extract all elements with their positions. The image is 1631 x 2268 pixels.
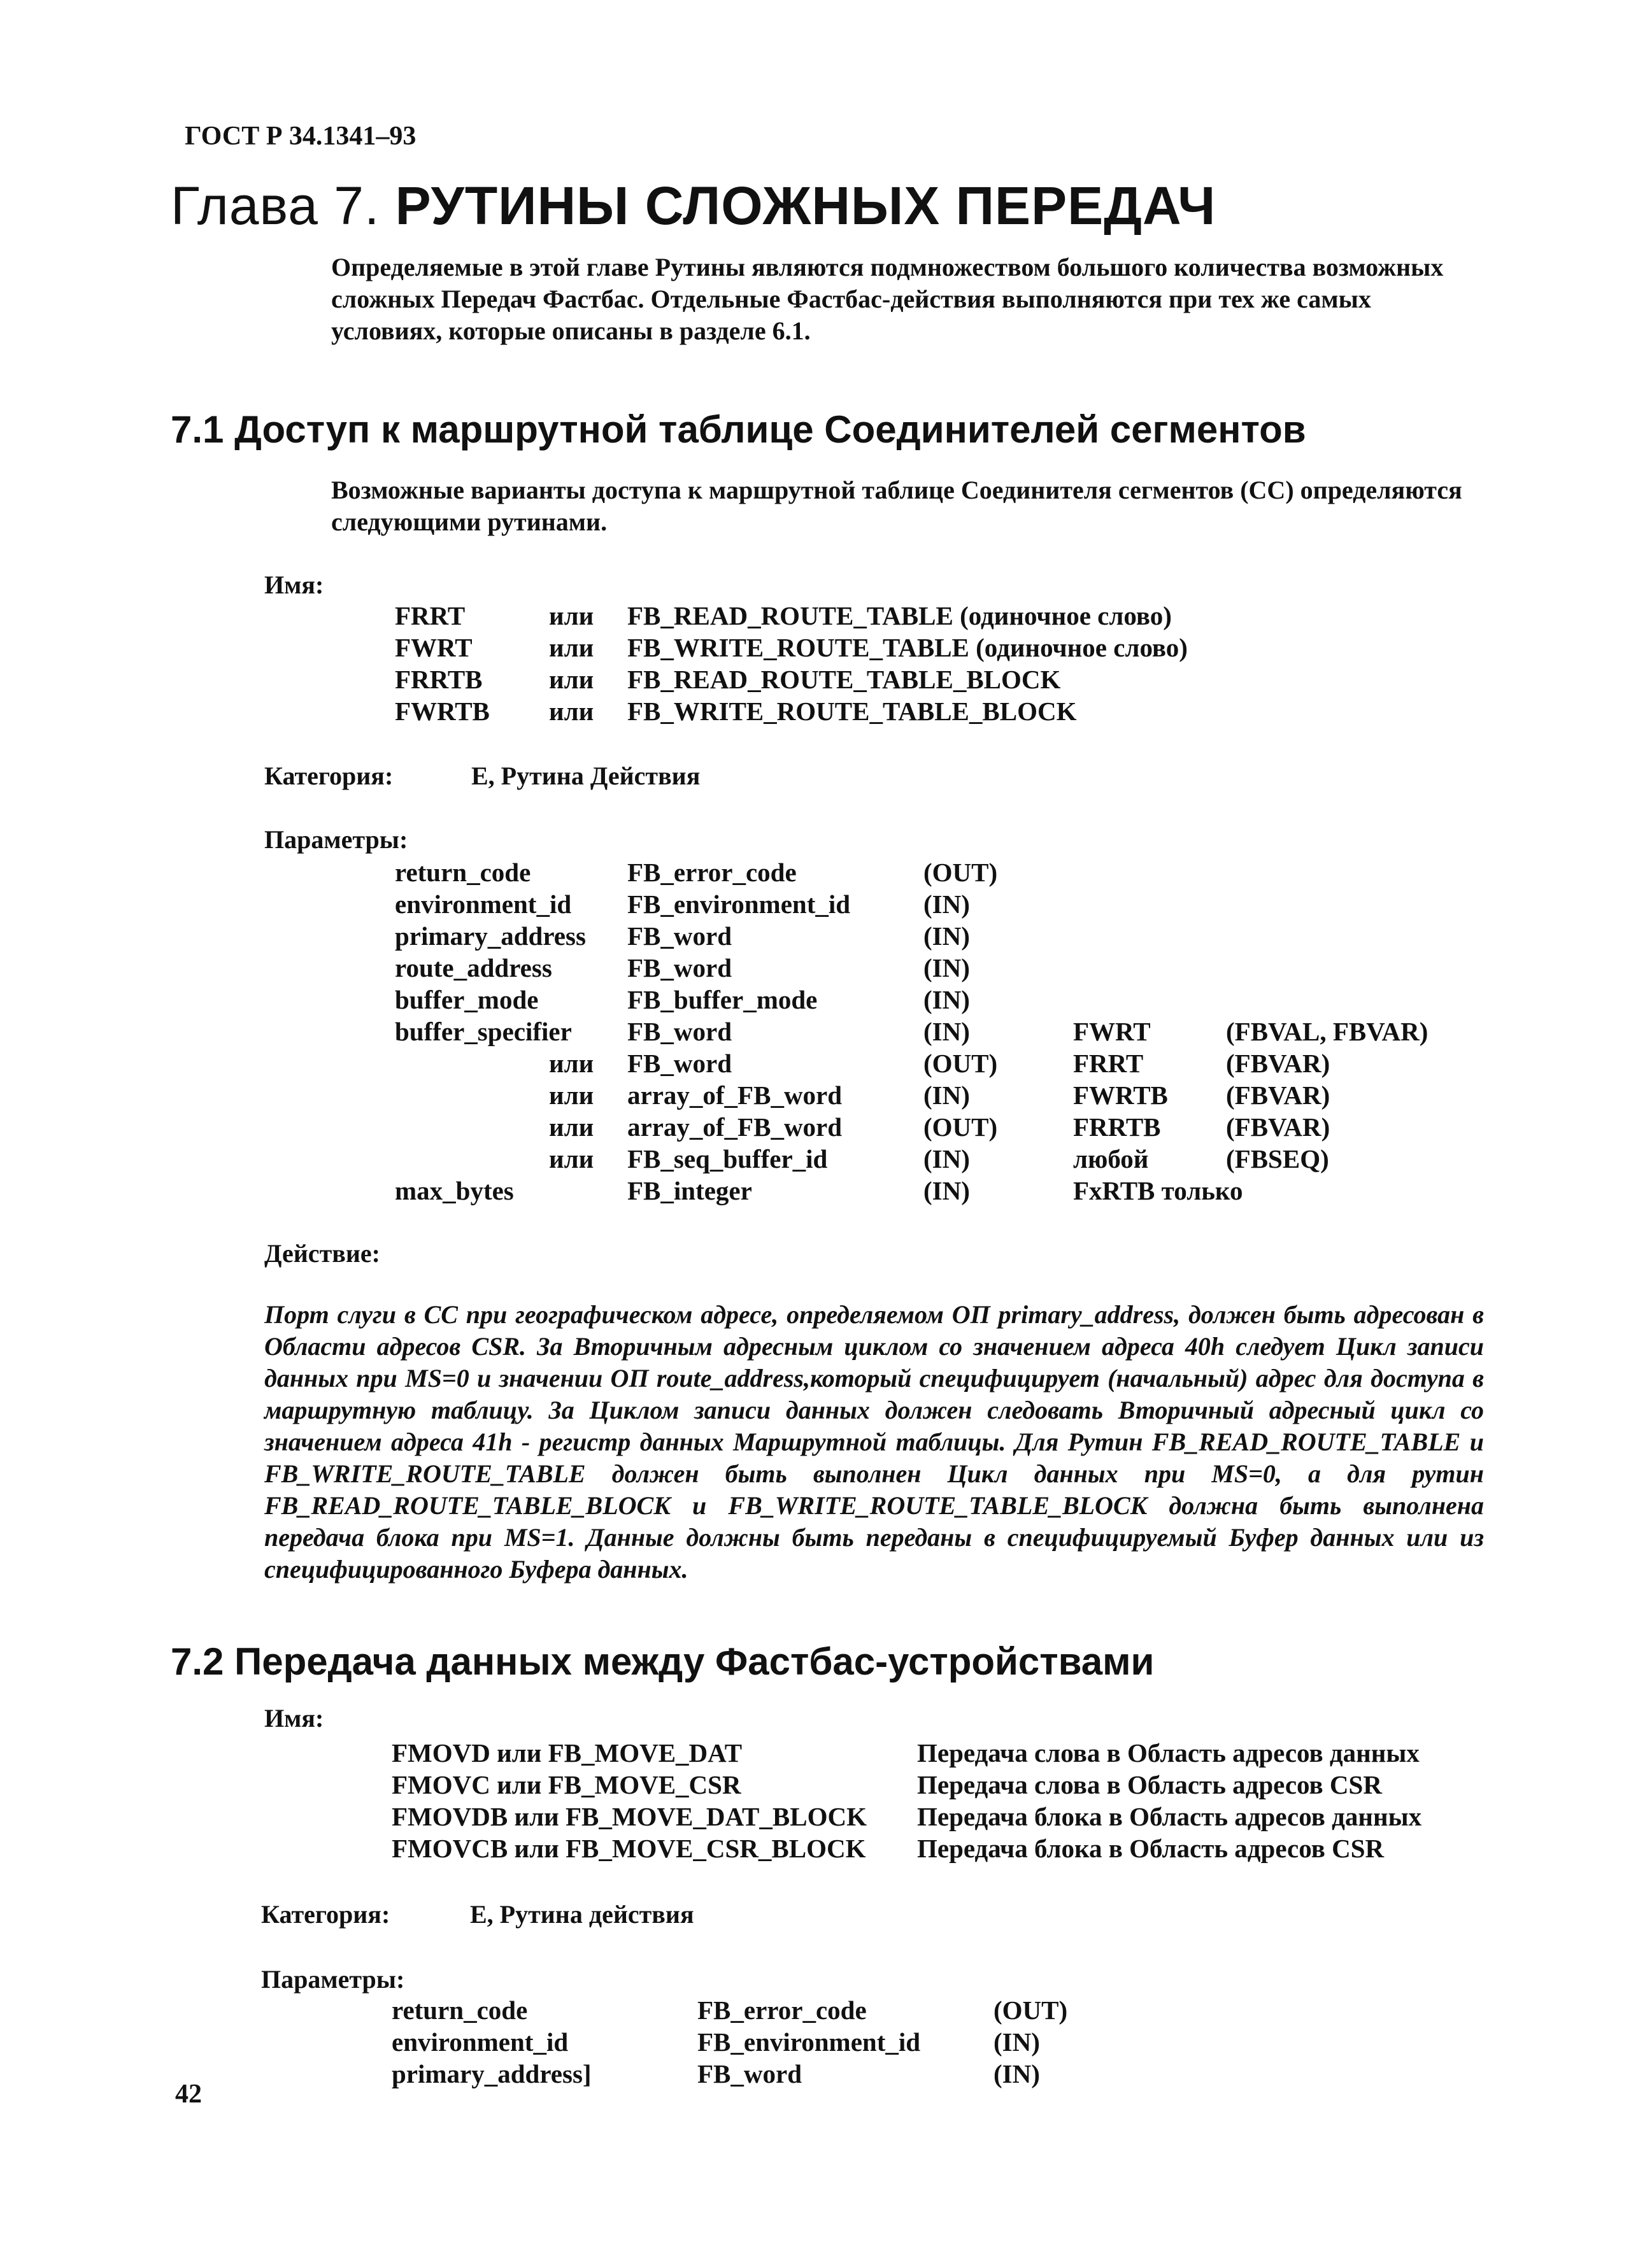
param-type: FB_word [697,2059,802,2088]
param-routine: FRRTB [1073,1112,1161,1142]
move-routine-desc: Передача слова в Область адресов CSR [917,1770,1382,1799]
param-dir: (OUT) [923,1112,998,1142]
param-row [0,1016,1631,1047]
move-routine-name: FMOVDB или FB_MOVE_DAT_BLOCK [392,1802,867,1831]
param-name: environment_id [395,889,572,919]
param-type: FB_error_code [697,1995,867,2025]
param-routine: FRRT [1073,1049,1144,1078]
param-dir: (OUT) [994,1995,1068,2025]
params-label-7-2: Параметры: [261,1965,405,1994]
move-routine-row [0,1769,1631,1801]
param-type: FB_error_code [627,858,797,887]
or-word: или [549,633,594,662]
param-row [0,1079,1631,1111]
param-dir: (IN) [923,1017,970,1046]
param-type: FB_word [627,953,732,982]
param-routine: FxRTB только [1073,1176,1243,1205]
param-type: FB_environment_id [627,889,851,919]
param-dir: (IN) [923,921,970,951]
routine-full: FB_WRITE_ROUTE_TABLE_BLOCK [627,697,1077,726]
param-name: primary_address] [392,2059,592,2088]
chapter-intro: Определяемые в этой главе Рутины являются подмножеством большого количества возможных сложных Передач Фастбас. Отдельные Фастбас-действия выполняются при тех же самых условиях, которые описаны в разделе 6.1. [331,253,1444,345]
chapter-heading [171,175,1216,237]
param-dir: (IN) [923,1144,970,1173]
routine-name-row [0,632,1631,663]
chapter-title: РУТИНЫ СЛОЖНЫХ ПЕРЕДАЧ [395,176,1216,236]
param-type: array_of_FB_word [627,1081,843,1110]
or-word: или [549,1112,594,1142]
param-type: FB_word [627,921,732,951]
param-row [0,2026,1631,2058]
section-7-1-intro: Возможные варианты доступа к маршрутной таблице Соединителя сегментов (СС) определяются следующими рутинами. [331,476,1462,536]
param-row [0,952,1631,984]
param-name: primary_address [395,921,586,951]
move-routine-row [0,1832,1631,1864]
or-word: или [549,1144,594,1173]
param-mode: (FBVAR) [1226,1049,1330,1078]
param-row [0,1111,1631,1143]
param-row [0,888,1631,920]
param-name: route_address [395,953,552,982]
param-dir: (OUT) [923,858,998,887]
param-dir: (IN) [923,889,970,919]
param-row [0,984,1631,1016]
param-dir: (IN) [923,1176,970,1205]
name-label-7-2: Имя: [264,1704,324,1733]
or-word: или [549,665,594,694]
move-routine-name: FMOVD или FB_MOVE_DAT [392,1738,743,1768]
param-type: array_of_FB_word [627,1112,843,1142]
routine-name-row [0,695,1631,727]
name-label: Имя: [264,571,324,599]
param-row [0,1047,1631,1079]
category-label-7-2: Категория: [261,1900,390,1929]
param-routine: FWRTB [1073,1081,1168,1110]
param-name: buffer_mode [395,985,539,1014]
routine-full: FB_READ_ROUTE_TABLE_BLOCK [627,665,1061,694]
param-row [0,2058,1631,2090]
routine-full: FB_READ_ROUTE_TABLE (одиночное слово) [627,601,1172,630]
or-word: или [549,697,594,726]
param-mode: (FBVAL, FBVAR) [1226,1017,1428,1046]
param-mode: (FBVAR) [1226,1081,1330,1110]
param-name: return_code [392,1995,528,2025]
param-type: FB_word [627,1017,732,1046]
param-type: FB_environment_id [697,2027,921,2057]
or-word: или [549,1081,594,1110]
param-name: buffer_specifier [395,1017,572,1046]
category-value-7-2: Е, Рутина действия [470,1900,694,1929]
param-name: environment_id [392,2027,569,2057]
param-type: FB_seq_buffer_id [627,1144,828,1173]
action-text: Порт слуги в СС при географическом адресе, определяемом ОП primary_address, должен быть адресован в Области адресов CSR. За Вторичным адресным циклом со значением адреса 40h следует Цикл записи данных при MS=0 и значении ОП route_address,который специфицирует (начальный) адрес для доступа в маршрутную таблицу. За Циклом записи данных должен следовать Вторичный адресный цикл со значением адреса 41h - регистр данных Маршрутной таблицы. Для Рутин FB_READ_ROUTE_TABLE и FB_WRITE_ROUTE_TABLE должен быть выполнен Цикл данных при MS=0, а для рутин FB_READ_ROUTE_TABLE_BLOCK и FB_WRITE_ROUTE_TABLE_BLOCK должна быть выполнена передача блока при MS=1. Данные должны быть переданы в специфицируемый Буфер данных или из специфицированного Буфера данных. [264,1300,1484,1584]
category-label: Категория: [264,762,394,790]
routine-name-row [0,600,1631,632]
routine-short: FRRT [395,601,466,630]
param-row [0,856,1631,888]
routine-short: FWRTB [395,697,490,726]
param-routine: FWRT [1073,1017,1151,1046]
param-dir: (IN) [994,2059,1040,2088]
page-number: 42 [175,2080,202,2109]
action-label: Действие: [264,1239,380,1268]
param-dir: (OUT) [923,1049,998,1078]
param-mode: (FBVAR) [1226,1112,1330,1142]
move-routine-name: FMOVC или FB_MOVE_CSR [392,1770,741,1799]
section-7-2-title: 7.2 Передача данных между Фастбас-устройствами [171,1640,1155,1683]
param-row [0,1175,1631,1207]
param-dir: (IN) [994,2027,1040,2057]
move-routine-desc: Передача блока в Область адресов данных [917,1802,1422,1831]
param-name: return_code [395,858,531,887]
section-7-1-title: 7.1 Доступ к маршрутной таблице Соединителей сегментов [171,408,1306,451]
param-type: FB_buffer_mode [627,985,818,1014]
routine-name-row [0,663,1631,695]
move-routine-row [0,1737,1631,1769]
param-routine: любой [1073,1144,1149,1173]
routine-short: FRRTB [395,665,483,694]
or-word: или [549,601,594,630]
param-row [0,1994,1631,2026]
param-dir: (IN) [923,953,970,982]
param-name: max_bytes [395,1176,514,1205]
param-dir: (IN) [923,985,970,1014]
routine-full: FB_WRITE_ROUTE_TABLE (одиночное слово) [627,633,1188,662]
param-dir: (IN) [923,1081,970,1110]
category-value: Е, Рутина Действия [471,762,701,790]
param-row [0,920,1631,952]
params-label: Параметры: [264,825,408,854]
move-routine-desc: Передача слова в Область адресов данных [917,1738,1420,1768]
document-header: ГОСТ Р 34.1341–93 [185,122,417,151]
chapter-prefix: Глава 7. [171,176,380,236]
move-routine-desc: Передача блока в Область адресов CSR [917,1834,1385,1863]
param-type: FB_integer [627,1176,752,1205]
routine-short: FWRT [395,633,473,662]
or-word: или [549,1049,594,1078]
param-type: FB_word [627,1049,732,1078]
param-row [0,1143,1631,1175]
move-routine-name: FMOVCB или FB_MOVE_CSR_BLOCK [392,1834,866,1863]
move-routine-row [0,1801,1631,1832]
param-mode: (FBSEQ) [1226,1144,1329,1173]
